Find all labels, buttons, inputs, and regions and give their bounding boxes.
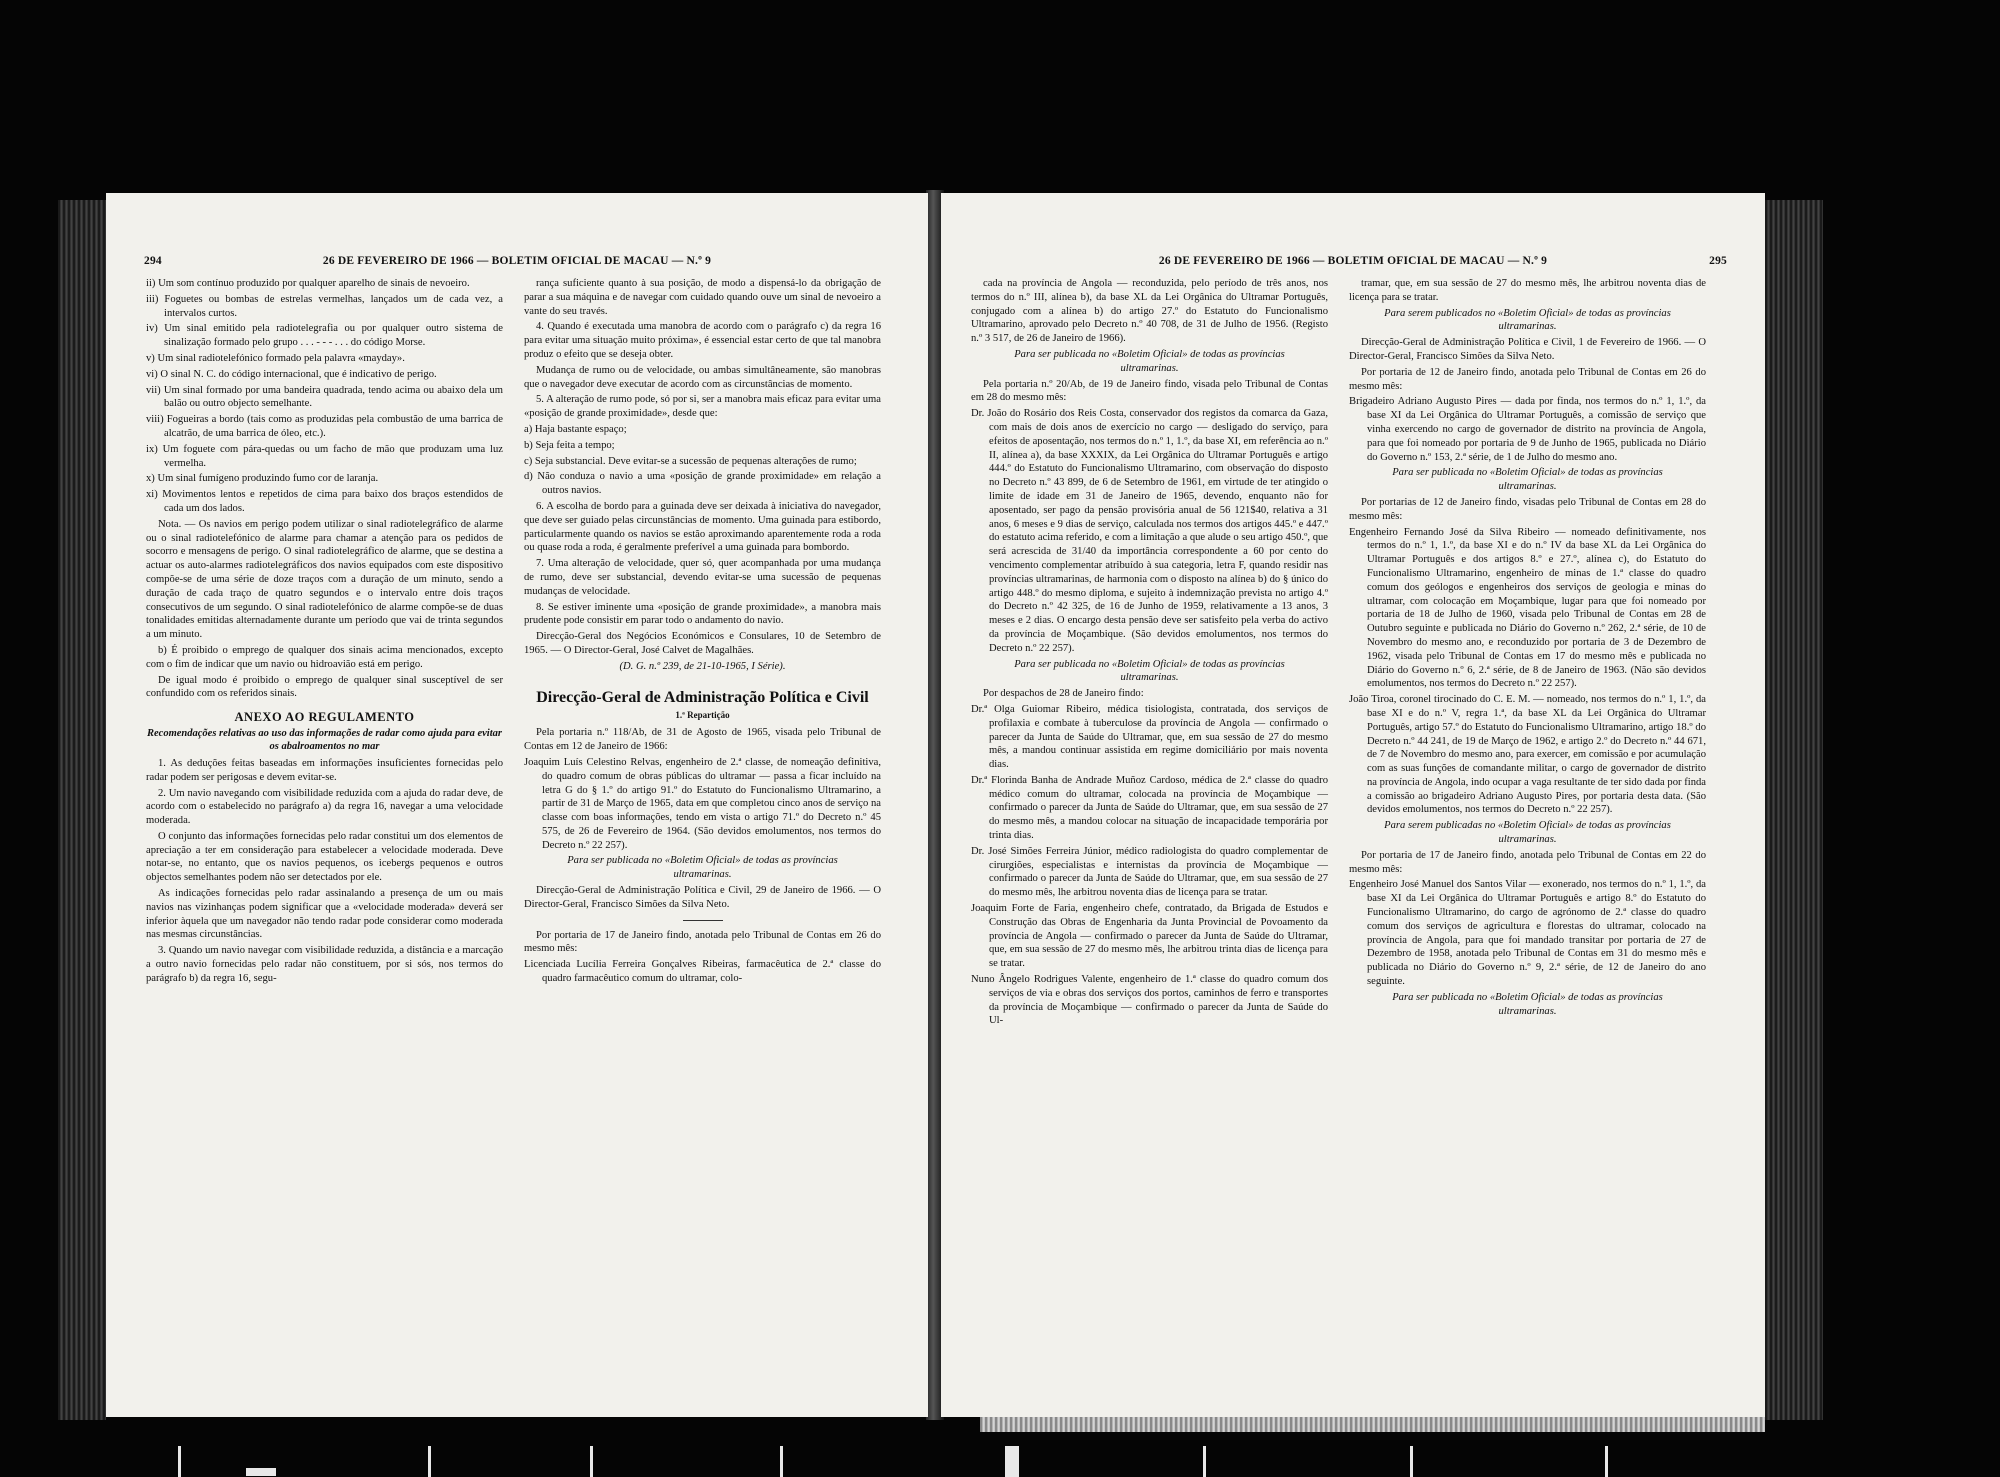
paragraph: Nota. — Os navios em perigo podem utilizar o sinal radiotelegráfico de alarme ou o sinal radiotelefónico de alarme para chamar a atenção para os pedidos de socorro e mensagens de perigo. O sinal radiotelegráfico de alarme, que se destina a actuar os auto-alarmes radiotelegráficos dos navios equipados com este dispositivo compõe-se de uma série de doze traços com a duração de um minuto, sendo a duração de cada traço de quatro segundos e o intervalo entre dois traços consecutivos de um segundo. O sinal radiotelefónico de alarme compõe-se de duas tonalidades emitidas alternadamente durante um período que vai de trinta segundos a um minuto. [146,518,503,641]
paragraph: 6. A escolha de bordo para a guinada deve ser deixada à iniciativa do navegador, que deve ser guiado pelas circunstâncias de momento. Uma guinada para estibordo, particularmente quando os navios se estão aproximando aparentemente roda a roda ou quase roda a roda, é geralmente preferível a uma guinada para bombordo. [524,500,881,554]
paragraph: iii) Foguetes ou bombas de estrelas vermelhas, lançados um de cada vez, a intervalos curtos. [146,293,503,319]
running-head: 26 DE FEVEREIRO DE 1966 — BOLETIM OFICIAL DE MACAU — N.º 9 [322,255,712,267]
section-title: Direcção-Geral de Administração Política e Civil [536,688,869,706]
paragraph: João Tiroa, coronel tirocinado do C. E. M. — nomeado, nos termos do n.º 1, 1.º, da base XI e do n.º V, regra 1.ª, da base XL da Lei Orgânica do Ultramar Português, artigo 57.º do Estatuto do Funcionalismo Ultramarino, artigo 18.º do Decreto n.º 44 241, de 19 de Março de 1962, e artigo 2.º do Decreto n.º 44 671, de 7 de Novembro do mesmo ano, para exercer, em comissão e por acumulação com as suas funções de comandante militar, o cargo de governador de distrito na província de Angola, indo ocupar a vaga resultante de ter sido dada por finda a comissão ao brigadeiro Adriano Augusto Pires, por portaria desta data. (São devidos emolumentos, nos termos do Decreto n.º 22 257). [1349,694,1706,816]
book-page-stack-left [58,200,106,1420]
paragraph: Por portaria de 12 de Janeiro findo, anotada pelo Tribunal de Contas em 26 do mesmo mês: [1349,366,1706,392]
paragraph: Para serem publicadas no «Boletim Oficial» de todas as províncias ultramarinas. [1384,820,1671,846]
paragraph: Por despachos de 28 de Janeiro findo: [983,688,1144,700]
paragraph: 2. Um navio navegando com visibilidade reduzida com a ajuda do radar deve, de acordo com o estabelecido no parágrafo a) da regra 16, navegar a uma velocidade moderada. [146,787,503,827]
manoeuvre-text [524,277,881,658]
right-column-2 [1349,277,1706,1020]
portaria-list-1 [971,277,1328,1028]
paragraph: vi) O sinal N. C. do código internacional, que é indicativo de perigo. [146,368,437,380]
paragraph: xi) Movimentos lentos e repetidos de cima para baixo dos braços estendidos de cada um dos lados. [146,489,503,514]
paragraph: a) Haja bastante espaço; [524,423,627,435]
right-column-1 [971,277,1328,1030]
paragraph: 8. Se estiver iminente uma «posição de grande proximidade», a manobra mais prudente pode consistir em parar todo o andamento do navio. [524,601,881,627]
paragraph: Pela portaria n.º 118/Ab, de 31 de Agosto de 1965, visada pelo Tribunal de Contas em 12 de Janeiro de 1966: [524,727,881,753]
paragraph: x) Um sinal fumígeno produzindo fumo cor de laranja. [146,473,379,485]
paragraph: iv) Um sinal emitido pela radiotelegrafia ou por qualquer outro sistema de sinalização formado pelo grupo . . . - - - . . . do código Morse. [146,323,503,349]
reference-note: (D. G. n.º 239, de 21-10-1965, I Série). [619,660,786,672]
paragraph: Joaquim Luís Celestino Relvas, engenheiro de 2.ª classe, de nomeação definitiva, do quadro comum de obras públicas do ultramar — passa a ficar incluído na letra G do § 1.º do artigo 91.º do Estatuto do Funcionalismo Ultramarino, a partir de 31 de Março de 1965, data em que completou cinco anos de serviço na classe com boas informações, tendo em vista o artigo 71.º do Decreto n.º 45 575, de 26 de Fevereiro de 1964. (São devidos emolumentos, nos termos do Decreto n.º 22 257). [524,756,881,851]
page-number: 294 [144,255,162,267]
scan-mark [1203,1446,1206,1477]
left-page [106,193,928,1417]
scan-mark [1005,1446,1019,1477]
paragraph: rança suficiente quanto à sua posição, de modo a dispensá-lo da obrigação de parar a sua máquina e de navegar com cuidado quando ouve um sinal de nevoeiro a vante do seu través. [524,278,881,317]
paragraph: Brigadeiro Adriano Augusto Pires — dada por finda, nos termos do n.º 1, 1.º, da base XI da Lei Orgânica do Ultramar Português, a comissão de serviço que vinha exercendo no cargo de governador de distrito na província de Angola, para que foi nomeado por portaria de 9 de Junho de 1965, publicada no Diário do Governo n.º 153, 2.ª série, de 1 de Julho do mesmo ano. [1349,396,1706,463]
paragraph: b) Seja feita a tempo; [524,439,615,451]
book-page-stack-right [1765,200,1823,1420]
paragraph: tramar, que, em sua sessão de 27 do mesmo mês, lhe arbitrou noventa dias de licença para se tratar. [1349,278,1706,303]
separator-rule [683,920,723,921]
section-subtitle: 1.ª Repartição [675,709,730,720]
paragraph: Licenciada Lucília Ferreira Gonçalves Ribeiras, farmacêutica de 2.ª classe do quadro farmacêutico comum do ultramar, colo- [524,959,881,985]
paragraph: Por portaria de 17 de Janeiro findo, anotada pelo Tribunal de Contas em 22 do mesmo mês: [1349,849,1706,875]
paragraph: Dr.ª Florinda Banha de Andrade Muñoz Cardoso, médica de 2.ª classe do quadro médico comum do ultramar, colocada na província de Moçambique — confirmado o parecer da Junta de Saúde do Ultramar, que, em sua sessão de 27 do mesmo mês, a mandou colocar na situação de incapacidade temporária por trinta dias. [971,774,1328,842]
left-page-header [144,255,890,273]
paragraph: Para ser publicada no «Boletim Oficial» de todas as províncias ultramarinas. [1392,467,1663,493]
paragraph: cada na província de Angola — reconduzida, pelo período de três anos, nos termos do n.º III, alínea b), da base XL da Lei Orgânica do Ultramar Português, conjugado com a alínea b) do artigo 27.º do Estatuto do Funcionalismo Ultramarino, aprovado pelo Decreto n.º 40 708, de 31 de Julho de 1956. (Registo n.º 3 517, de 26 de Janeiro de 1966). [971,278,1328,345]
paragraph: 1. As deduções feitas baseadas em informações insuficientes fornecidas pelo radar podem ser perigosas e devem evitar-se. [146,757,503,783]
section-body [524,726,881,852]
paragraph: Nuno Ângelo Rodrigues Valente, engenheiro de 1.ª classe do quadro comum dos serviços de via e obras dos serviços dos portos, caminhos de ferro e transportes da província de Moçambique — confirmado o parecer da Junta de Saúde do Ul- [971,974,1328,1027]
left-column-2 [524,277,881,988]
paragraph: Dr.ª Olga Guiomar Ribeiro, médica tisiologista, contratada, dos serviços de profilaxia e combate à tuberculose da província de Angola — confirmado o parecer da Junta de Saúde do Ultramar, que, em sua sessão de 27 do mesmo mês, a mandou continuar assistida em regime domiciliário por mais noventa dias. [971,703,1328,771]
paragraph: 4. Quando é executada uma manobra de acordo com o parágrafo c) da regra 16 para evitar uma situação muito próxima», é essencial estar certo de que tal manobra produz o efeito que se deseja obter. [524,321,881,360]
paragraph: Engenheiro José Manuel dos Santos Vilar — exonerado, nos termos do n.º 1, 1.º, da base XI da Lei Orgânica do Ultramar Português e artigo 8.º do Estatuto do Funcionalismo Ultramarino, do cargo de agrónomo de 2.ª classe do quadro comum dos serviços de agricultura e florestas do ultramar, colocado na província de Angola, para que foi mandado transitar por portaria de 27 de Dezembro de 1958, anotada pelo Tribunal de Contas em 31 do mesmo mês e publicada no Diário do Governo n.º 9, 2.ª série, de 12 de Janeiro do ano seguinte. [1349,879,1706,988]
publish-note: Para ser publicada no «Boletim Oficial» de todas as províncias ultramarinas. [567,855,838,881]
paragraph: ii) Um som contínuo produzido por qualquer aparelho de sinais de nevoeiro. [146,278,470,289]
paragraph: 5. A alteração de rumo pode, só por si, ser a manobra mais eficaz para evitar uma «posição de grande proximidade», desde que: [524,394,881,420]
scan-mark [178,1446,181,1477]
paragraph: v) Um sinal radiotelefónico formado pela palavra «mayday». [146,352,405,364]
annex-title: ANEXO AO REGULAMENTO [234,710,415,725]
scan-bottom-marks [0,1438,2000,1477]
right-page [941,193,1765,1417]
signal-list [146,277,503,701]
paragraph: viii) Fogueiras a bordo (tais como as produzidas pela combustão de uma barrica de alcatrão, de uma barrica de óleo, etc.). [146,414,503,439]
scan-mark [780,1446,783,1477]
paragraph: O conjunto das informações fornecidas pelo radar constitui um dos elementos de apreciação a ter em consideração para estabelecer a velocidade moderada. Deve notar-se, no entanto, que os navios pequenos, os icebergs pequenos e outros objectos semelhantes podem não ser detectados por ele. [146,830,503,884]
paragraph: Por portarias de 12 de Janeiro findo, visadas pelo Tribunal de Contas em 28 do mesmo mês: [1349,496,1706,522]
paragraph: Para serem publicados no «Boletim Oficial» de todas as províncias ultramarinas. [1384,307,1671,333]
paragraph: Direcção-Geral de Administração Política e Civil, 1 de Fevereiro de 1966. — O Director-Geral, Francisco Simões da Silva Neto. [1349,337,1706,362]
annex-body [146,757,503,986]
signature-line: Direcção-Geral de Administração Política e Civil, 29 de Janeiro de 1966. — O Director-Geral, Francisco Simões da Silva Neto. [524,885,881,910]
paragraph: 7. Uma alteração de velocidade, quer só, quer acompanhada por uma mudança de rumo, deve ser substancial, devendo evitar-se uma sucessão de pequenas mudanças de velocidade. [524,558,881,597]
paragraph: Dr. João do Rosário dos Reis Costa, conservador dos registos da comarca da Gaza, com mais de dois anos de exercício no cargo — desligado do serviço, para efeitos de aposentação, nos termos do n.º 1, 1.º, da base XI, em referência ao n.º II, alínea a), da base XXXIX, da Lei Orgânica do Ultramar Português e artigo 444.º do Estatuto do Funcionalismo Ultramarino, com observação do disposto no Decreto n.º 43 899, de 6 de Setembro de 1961, em virtude de ter atingido o limite de idade em 31 de Janeiro de 1965, devendo, enquanto não for aposentado, ser pago da pensão provisória anual de 56 121$40, relativa a 31 anos, 6 meses e 9 dias de serviço, calculada nos termos dos artigos 445.º e 447.º do estatuto acima referido, e com a limitação a que alude o seu artigo 450.º, que será acrescida de 31/40 da importância correspondente a 60 por cento do vencimento complementar atribuído à sua categoria, letra F, quando residir nas províncias ultramarinas, de harmonia com o disposto na alínea b) do § único do artigo 448.º do mesmo diploma, e sujeito à indemnização prevista no artigo 4.º do Decreto n.º 42 325, de 16 de Junho de 1959, relativamente a 13 anos, 3 meses e 2 dias. O encargo desta pensão deve ser satisfeito pela verba do activo da província de Moçambique. (São devidos emolumentos, nos termos do Decreto n.º 22 257). [971,408,1328,654]
paragraph: Para ser publicada no «Boletim Oficial» de todas as províncias ultramarinas. [1014,658,1285,684]
left-column-1 [146,277,503,988]
annex-subtitle: Recomendações relativas ao uso das informações de radar como ajuda para evitar os abalroamentos no mar [147,727,502,752]
paragraph: b) É proibido o emprego de qualquer dos sinais acima mencionados, excepto com o fim de indicar que um navio ou hidroavião está em perigo. [146,644,503,670]
section-continuation [524,929,881,986]
paragraph: vii) Um sinal formado por uma bandeira quadrada, tendo acima ou abaixo dela um balão ou outro objecto semelhante. [146,384,503,410]
paragraph: Para ser publicada no «Boletim Oficial» de todas as províncias ultramarinas. [1014,348,1285,374]
scan-mark [590,1446,593,1477]
paragraph: Por portaria de 17 de Janeiro findo, anotada pelo Tribunal de Contas em 26 do mesmo mês: [524,929,881,955]
paragraph: Pela portaria n.º 20/Ab, de 19 de Janeiro findo, visada pelo Tribunal de Contas em 28 do mesmo mês: [971,378,1328,404]
paragraph: 3. Quando um navio navegar com visibilidade reduzida, a distância e a marcação a outro navio fornecidas pelo radar não constituem, por si sós, nos termos do parágrafo b) da regra 16, segu- [146,945,503,984]
paragraph: Dr. José Simões Ferreira Júnior, médico radiologista do quadro complementar de cirurgiões, especialistas e internistas da província de Moçambique — confirmado o parecer da Junta de Saúde do Ultramar, que, em sua sessão de 27 do mesmo mês, lhe arbitrou noventa dias de licença para se tratar. [971,845,1328,899]
paragraph: Para ser publicada no «Boletim Oficial» de todas as províncias ultramarinas. [1392,991,1663,1017]
portaria-list-2 [1349,277,1706,1018]
paragraph: c) Seja substancial. Deve evitar-se a sucessão de pequenas alterações de rumo; [524,455,857,467]
paragraph: d) Não conduza o navio a uma «posição de grande proximidade» em relação a outros navios. [524,471,881,497]
scan-mark [1605,1446,1608,1477]
paragraph: As indicações fornecidas pelo radar assinalando a presença de um ou mais navios nas vizinhanças podem significar que a «velocidade moderada» deverá ser inferior àquela que um navegador não tendo radar pode considerar como moderada nas mesmas circunstâncias. [146,888,503,941]
paragraph: ix) Um foguete com pára-quedas ou um facho de mão que produzam uma luz vermelha. [146,443,503,469]
paragraph: Joaquim Forte de Faria, engenheiro chefe, contratado, da Brigada de Estudos e Construção das Obras de Engenharia da Junta Provincial de Povoamento da província de Angola — confirmado o parecer da Junta de Saúde do Ultramar, que, em sua sessão de 27 do mesmo mês, lhe arbitrou trinta dias de licença para se tratar. [971,903,1328,970]
scan-mark [428,1446,431,1477]
right-page-header [979,255,1727,273]
scan-mark [1410,1446,1413,1477]
paragraph: Mudança de rumo ou de velocidade, ou ambas simultâneamente, são manobras que o navegador deve executar de acordo com as circunstâncias de momento. [524,364,881,390]
paragraph: Engenheiro Fernando José da Silva Ribeiro — nomeado definitivamente, nos termos do n.º 1, 1.º, da base XI e do n.º IV da base XL da Lei Orgânica do Ultramar Português e dos artigos 8.º e 27.º, alínea c), do Estatuto do Funcionalismo Ultramarino, engenheiro de minas de 1.ª classe do quadro comum dos geólogos e engenheiros dos serviços de geologia e minas do ultramar, com colocação em Moçambique, lugar para que foi nomeado por portaria de 18 de Julho de 1960, visada pelo Tribunal de Contas em 28 de Outubro seguinte e publicada no Diário do Governo n.º 262, 2.ª série, de 10 de Novembro do mesmo ano, e reconduzido por portaria de 3 de Dezembro de 1962, visada pelo Tribunal de Contas em 17 do mesmo mês e publicada no Diário do Governo n.º 6, 2.ª série, de 8 de Janeiro de 1963. (Não são devidos emolumentos, nos termos do Decreto n.º 22 257). [1349,526,1706,690]
paragraph: Direcção-Geral dos Negócios Económicos e Consulares, 10 de Setembro de 1965. — O Director-Geral, José Calvet de Magalhães. [524,631,881,656]
running-head: 26 DE FEVEREIRO DE 1966 — BOLETIM OFICIAL DE MACAU — N.º 9 [1158,255,1548,267]
paragraph: De igual modo é proibido o emprego de qualquer sinal susceptível de ser confundido com os referidos sinais. [146,674,503,700]
page-number: 295 [1709,255,1727,267]
scan-mark [246,1468,276,1476]
